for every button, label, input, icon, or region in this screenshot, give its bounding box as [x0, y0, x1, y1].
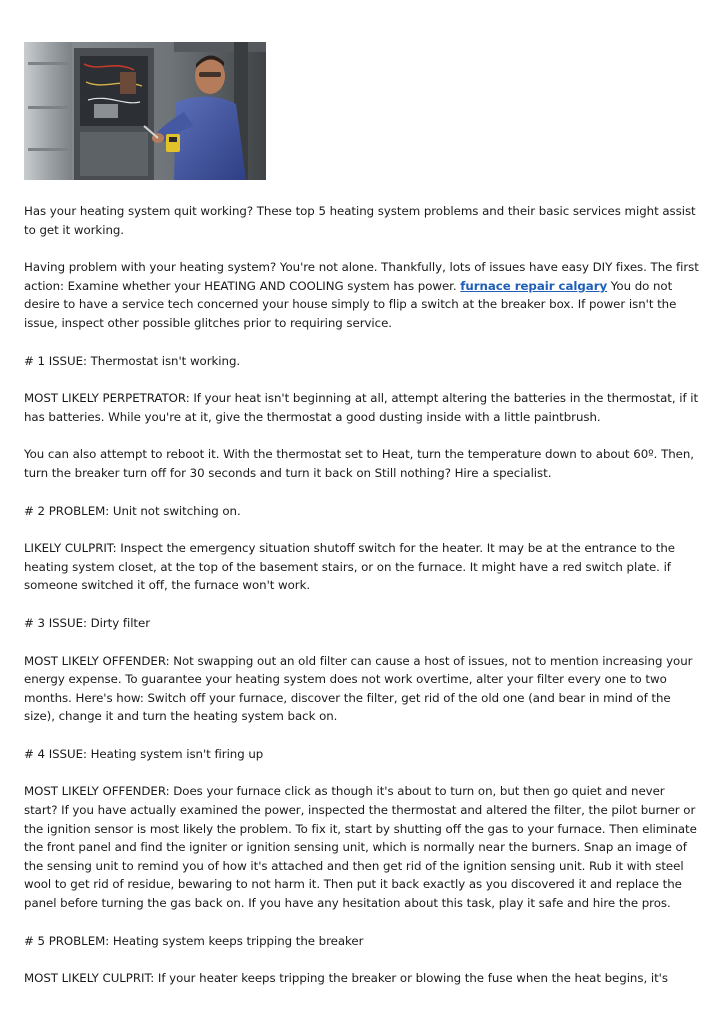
power-check-text-after: You do not desire to have a service tech concerned your house simply to flip a switch at the breaker box. If power isn't the issue, inspect other possible glitches prior to requiring service. — [24, 278, 677, 330]
power-check-text-before: Having problem with your heating system? You're not alone. Thankfully, lots of issues have easy DIY fixes. The first action: Examine whether your HEATING AND COOLING system has power. — [24, 260, 699, 293]
article-body — [24, 202, 700, 988]
issue-1-heading: # 1 ISSUE: Thermostat isn't working. — [24, 353, 241, 368]
technician-furnace-photo — [24, 42, 266, 180]
issue-2-body: LIKELY CULPRIT: Inspect the emergency situation shutoff switch for the heater. It may be at the entrance to the heating system closet, at the top of the basement stairs, or on the furnace. It might have a red switch plate. if someone switched it off, the furnace won't work. — [24, 541, 676, 593]
issue-2-heading: # 2 PROBLEM: Unit not switching on. — [24, 503, 241, 518]
issue-5-body: MOST LIKELY CULPRIT: If your heater keeps tripping the breaker or blowing the fuse when the heat begins, it's — [24, 971, 668, 986]
issue-1-body: MOST LIKELY PERPETRATOR: If your heat isn't beginning at all, attempt altering the batteries in the thermostat, if it has batteries. While you're at it, give the thermostat a good dusting inside with a little paintbrush. — [24, 391, 699, 424]
power-check-paragraph — [24, 258, 700, 332]
issue-3-heading: # 3 ISSUE: Dirty filter — [24, 615, 151, 630]
article-page — [24, 42, 700, 1007]
furnace-repair-link[interactable]: furnace repair calgary — [460, 278, 608, 293]
issue-4-body: MOST LIKELY OFFENDER: Does your furnace click as though it's about to turn on, but then go quiet and never start? If you have actually examined the power, inspected the thermostat and altered the filter, the pilot burner or the ignition sensor is most likely the problem. To fix it, start by shutting off the gas to your furnace. Then eliminate the front panel and find the igniter or ignition sensing unit, which is normally near the burners. Snap an image of the sensing unit to remind you of how it's attached and then get rid of the ignition sensing unit. Rub it with steel wool to get rid of residue, bewaring to not harm it. Then put it back exactly as you discovered it and replace the panel before turning the gas back on. If you have any hesitation about this task, play it safe and hire the pros. — [24, 784, 697, 911]
intro-paragraph: Has your heating system quit working? These top 5 heating system problems and their basic services might assist to get it working. — [24, 204, 696, 237]
issue-4-heading: # 4 ISSUE: Heating system isn't firing up — [24, 746, 264, 761]
issue-3-body: MOST LIKELY OFFENDER: Not swapping out an old filter can cause a host of issues, not to mention increasing your energy expense. To guarantee your heating system does not work overtime, alter your filter every one to two months. Here's how: Switch off your furnace, discover the filter, get rid of the old one (and bear in mind of the size), change it and turn the heating system back on. — [24, 653, 693, 724]
technician-furnace-illustration — [24, 42, 266, 180]
issue-1-body-2: You can also attempt to reboot it. With the thermostat set to Heat, turn the temperature down to about 60º. Then, turn the breaker turn off for 30 seconds and turn it back on Still nothing? Hire a specialist. — [24, 447, 694, 480]
issue-5-heading: # 5 PROBLEM: Heating system keeps tripping the breaker — [24, 933, 364, 948]
